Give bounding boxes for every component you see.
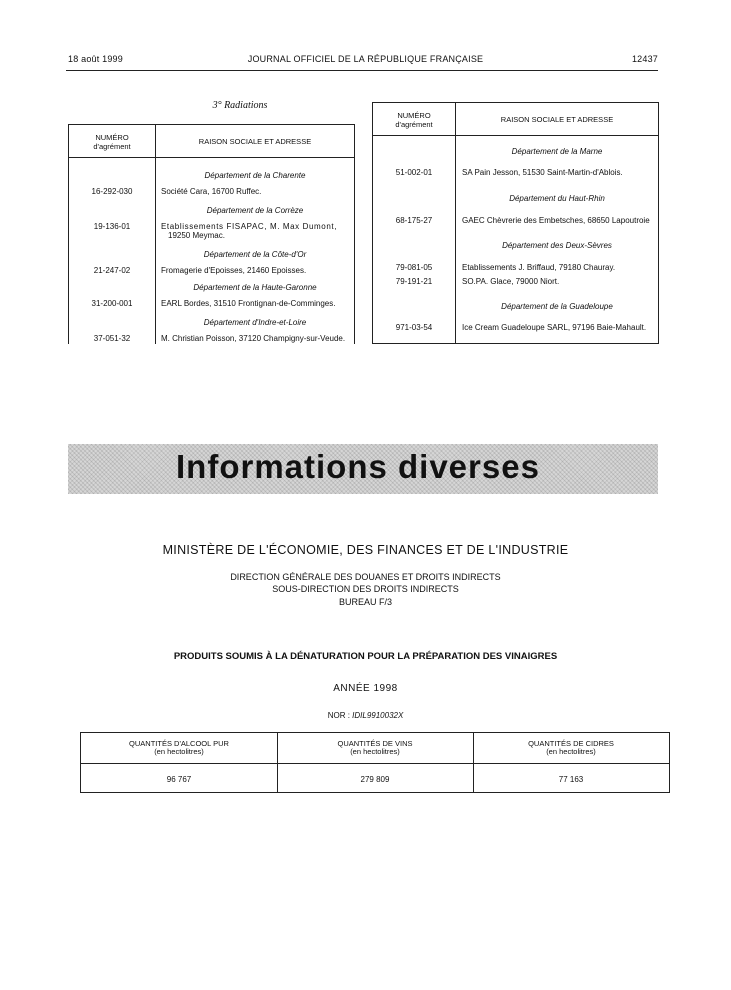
agrement-number: 79-191-21 xyxy=(395,277,433,286)
header-vins xyxy=(277,740,473,756)
value-cidres: 77 163 xyxy=(558,775,584,784)
entry-text: SA Pain Jesson, 51530 Saint-Martin-d'Ablois. xyxy=(462,168,623,177)
agrement-number: 16-292-030 xyxy=(91,187,133,196)
header-numero xyxy=(373,111,455,129)
agrement-number: 79-081-05 xyxy=(395,263,433,272)
left-radiations-table xyxy=(68,124,355,344)
bureau-line: BUREAU F/3 xyxy=(338,597,392,607)
dept-heading: Département du Haut-Rhin xyxy=(509,194,605,203)
vins-title: QUANTITÉS DE VINS xyxy=(337,739,413,748)
dept-heading: Département de la Côte-d'Or xyxy=(203,250,307,259)
dept-heading: Département de la Corrèze xyxy=(206,206,304,215)
entry-text: GAEC Chèvrerie des Embetsches, 68650 Lapoutroie xyxy=(462,216,650,225)
page-number: 12437 xyxy=(631,54,658,64)
alcool-title: QUANTITÉS D'ALCOOL PUR xyxy=(129,739,229,748)
products-title: PRODUITS SOUMIS À LA DÉNATURATION POUR LA PRÉPARATION DES VINAIGRES xyxy=(173,651,558,662)
entry-text: SO.PA. Glace, 79000 Niort. xyxy=(462,277,560,286)
nor-label: NOR : xyxy=(327,711,350,720)
entry-text: EARL Bordes, 31510 Frontignan-de-Comminges. xyxy=(161,299,336,308)
ministry-title: MINISTÈRE DE L'ÉCONOMIE, DES FINANCES ET DE L'INDUSTRIE xyxy=(162,543,569,557)
dept-heading: Département de la Haute-Garonne xyxy=(193,283,317,292)
header-alcool xyxy=(81,740,277,756)
agrement-number: 37-051-32 xyxy=(93,334,131,343)
alcool-unit: (en hectolitres) xyxy=(154,747,204,756)
agrement-number: 971-03-54 xyxy=(395,323,433,332)
header-raison: RAISON SOCIALE ET ADRESSE xyxy=(500,115,614,124)
right-radiations-table xyxy=(372,102,659,344)
entry-text: Société Cara, 16700 Ruffec. xyxy=(161,187,262,196)
agrement-number: 19-136-01 xyxy=(93,222,131,231)
vins-unit: (en hectolitres) xyxy=(350,747,400,756)
entry-text: M. Christian Poisson, 37120 Champigny-sur-Veude. xyxy=(161,334,346,343)
value-vins: 279 809 xyxy=(360,775,390,784)
nor-value: IDIL9910032X xyxy=(352,711,404,720)
entry-text-continued: 19250 Meymac. xyxy=(168,231,225,240)
subdirection-line: SOUS-DIRECTION DES DROITS INDIRECTS xyxy=(272,584,459,594)
agrement-label: d'agrément xyxy=(395,120,433,129)
numero-label: NUMÉRO xyxy=(397,111,431,120)
dept-heading: Département des Deux-Sèvres xyxy=(502,241,612,250)
header-date: 18 août 1999 xyxy=(68,54,123,64)
entry-text: Etablissements FISAPAC, M. Max Dumont, xyxy=(161,222,338,231)
year-title: ANNÉE 1998 xyxy=(333,683,398,694)
dept-heading: Département de la Marne xyxy=(511,147,603,156)
value-alcool: 96 767 xyxy=(166,775,192,784)
agrement-number: 51-002-01 xyxy=(395,168,433,177)
header-rule xyxy=(66,70,658,71)
nor-reference xyxy=(0,711,731,720)
numero-label: NUMÉRO xyxy=(95,133,129,142)
agrement-label: d'agrément xyxy=(93,142,131,151)
cidres-title: QUANTITÉS DE CIDRES xyxy=(528,739,614,748)
entry-text: Etablissements J. Briffaud, 79180 Chauray. xyxy=(462,263,616,272)
cidres-unit: (en hectolitres) xyxy=(546,747,596,756)
header-raison: RAISON SOCIALE ET ADRESSE xyxy=(198,137,312,146)
quantities-table xyxy=(80,732,670,793)
section-title: 3° Radiations xyxy=(212,100,268,111)
direction-line: DIRECTION GÉNÉRALE DES DOUANES ET DROITS INDIRECTS xyxy=(230,572,501,582)
section-banner xyxy=(68,444,658,494)
entry-text: Ice Cream Guadeloupe SARL, 97196 Baie-Mahault. xyxy=(462,323,647,332)
agrement-number: 31-200-001 xyxy=(91,299,133,308)
header-cidres xyxy=(473,740,669,756)
dept-heading: Département d'Indre-et-Loire xyxy=(203,318,307,327)
agrement-number: 68-175-27 xyxy=(395,216,433,225)
dept-heading: Département de la Charente xyxy=(204,171,306,180)
column-divider xyxy=(155,125,156,344)
header-numero xyxy=(69,133,155,151)
journal-title: JOURNAL OFFICIEL DE LA RÉPUBLIQUE FRANÇAISE xyxy=(247,54,484,64)
banner-title: Informations diverses xyxy=(176,448,540,485)
agrement-number: 21-247-02 xyxy=(93,266,131,275)
dept-heading: Département de la Guadeloupe xyxy=(501,302,613,311)
entry-text: Fromagerie d'Epoisses, 21460 Epoisses. xyxy=(161,266,307,275)
